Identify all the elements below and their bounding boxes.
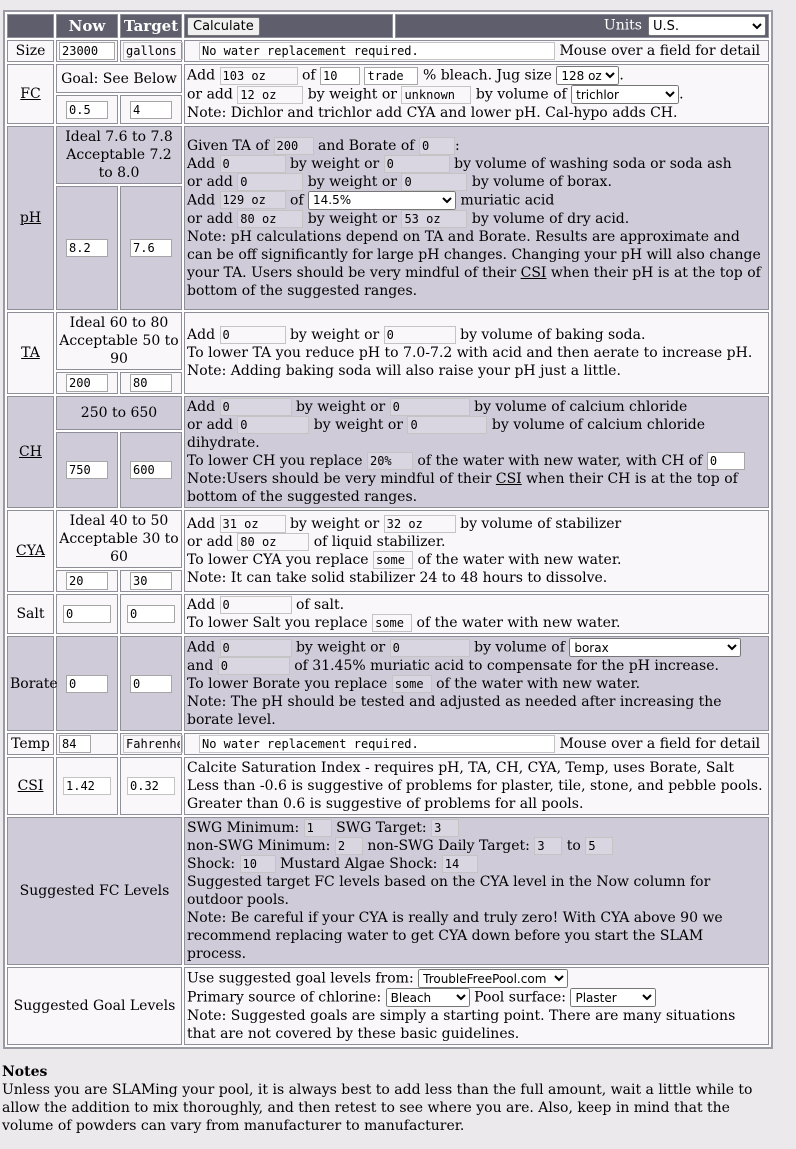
now-column-header: Now (56, 14, 118, 38)
salt-target-input[interactable] (127, 605, 175, 623)
size-unit-cell (120, 40, 182, 62)
size-value-cell (56, 40, 118, 62)
goal-source-line: Use suggested goal levels from: TroubleFreePool.com (187, 969, 766, 988)
salt-replace-amount (372, 614, 412, 632)
fc-chlor-line: or add 12 oz by weight or unknown by volume of trichlor . (187, 85, 766, 104)
temp-input[interactable] (59, 735, 91, 753)
goal-source-select[interactable] (418, 969, 568, 988)
notes-body: Unless you are SLAMing your pool, it is always best to add less than the full amount, wait a little while to allow the addition to mix thoroughly, and then retest to see where you are. Also, keep in mind that the volume of powders can vary from manufacturer to manufacturer. (2, 1082, 753, 1134)
borate-chem-select[interactable] (569, 638, 741, 657)
fc-row-1 (7, 64, 769, 93)
ph-now-input[interactable] (66, 239, 108, 257)
temp-label: Temp (7, 733, 54, 755)
ta-note: Note: Adding baking soda will also raise your pH just a little. (187, 363, 621, 379)
calculate-cell (184, 14, 393, 38)
ph-given-line: Given TA of 200 and Borate of 0 : (187, 137, 766, 155)
ta-now-cell (56, 372, 118, 394)
swg-line: SWG Minimum: 1 SWG Target: 3 (187, 819, 766, 837)
non-swg-daily-high (585, 837, 613, 855)
cya-lower-line: To lower CYA you replace some of the water with new water. (187, 551, 766, 569)
target-column-header: Target (120, 14, 182, 38)
ph-borax-weight (237, 173, 303, 191)
salt-now-input[interactable] (63, 605, 111, 623)
ta-soda-volume (384, 326, 456, 344)
cya-stabilizer-volume (384, 515, 456, 533)
borate-add-volume (390, 639, 470, 657)
ch-chloride-volume (390, 398, 470, 416)
ta-detail (184, 312, 769, 394)
borate-acid-line: and 0 of 31.45% muriatic acid to compensate for the pH increase. (187, 657, 766, 675)
borate-target-input[interactable] (130, 675, 172, 693)
fc-goal: Goal: See Below (56, 64, 182, 93)
salt-row (7, 594, 769, 634)
bleach-percent-input[interactable] (320, 67, 360, 85)
units-select[interactable] (648, 16, 766, 36)
borate-add-line: Add 0 by weight or 0 by volume of borax (187, 638, 766, 657)
ph-acid-amount (220, 191, 286, 209)
borate-detail (184, 636, 769, 731)
ch-dihydrate-line: or add 0 by weight or 0 by volume of calcium chloride dihydrate. (187, 416, 766, 452)
acid-strength-select[interactable] (308, 191, 456, 210)
suggested-fc-note-2: Note: Be careful if your CYA is really and truly zero! With CYA above 90 we recommend replacing water to get CYA down before you start the SLAM process. (187, 910, 723, 962)
cya-liquid-line: or add 80 oz of liquid stabilizer. (187, 533, 766, 551)
suggested-fc-label: Suggested FC Levels (7, 817, 182, 965)
ch-dihydrate-volume (407, 416, 487, 434)
fc-detail (184, 64, 769, 124)
ta-label[interactable]: TA (7, 312, 54, 394)
cya-stabilizer-line: Add 31 oz by weight or 32 oz by volume of stabilizer (187, 515, 766, 533)
bleach-trade-input[interactable] (364, 67, 418, 85)
fc-chlor-volume (401, 86, 471, 104)
ch-lower-line: To lower CH you replace 20% of the water with new water, with CH of 0 (187, 452, 766, 470)
size-hint: Mouse over a field for detail (559, 43, 761, 59)
fc-chlor-weight (237, 86, 303, 104)
fc-now-input[interactable] (66, 101, 108, 119)
ch-new-water-input[interactable] (707, 452, 745, 470)
fc-target-input[interactable] (130, 101, 172, 119)
ph-range: Ideal 7.6 to 7.8 Acceptable 7.2 to 8.0 (56, 126, 182, 184)
non-swg-minimum-value (335, 837, 363, 855)
csi-label[interactable]: CSI (7, 757, 54, 815)
ph-soda-weight (220, 155, 286, 173)
borate-lower-line: To lower Borate you replace some of the water with new water. (187, 675, 766, 693)
pool-size-unit (123, 42, 183, 60)
csi-line-2: Less than -0.6 is suggestive of problems for plaster, tile, stone, and pebble pools. (187, 778, 763, 794)
fc-note: Note: Dichlor and trichlor add CYA and lower pH. Cal-hypo adds CH. (187, 105, 678, 121)
suggested-goal-label: Suggested Goal Levels (7, 967, 182, 1045)
ch-chloride-line: Add 0 by weight or 0 by volume of calcium chloride (187, 398, 766, 416)
borate-replace-amount (392, 675, 432, 693)
csi-target-value (127, 777, 175, 795)
temp-unit-cell (120, 733, 182, 755)
ph-given-ta (274, 137, 314, 155)
salt-now-cell (56, 594, 118, 634)
non-swg-line: non-SWG Minimum: 2 non-SWG Daily Target: 3 to 5 (187, 837, 766, 855)
cya-replace-amount (373, 551, 413, 569)
csi-now-value (63, 777, 111, 795)
csi-target-cell (120, 757, 182, 815)
ch-range: 250 to 650 (56, 396, 182, 430)
ph-soda-line: Add 0 by weight or 0 by volume of washing soda or soda ash (187, 155, 766, 173)
salt-detail (184, 594, 769, 634)
cya-target-cell (120, 570, 182, 592)
mustard-shock-value (442, 855, 478, 873)
salt-target-cell (120, 594, 182, 634)
ph-label[interactable]: pH (7, 126, 54, 310)
ta-now-input[interactable] (66, 374, 108, 392)
csi-now-cell (56, 757, 118, 815)
units-label: Units (603, 17, 642, 34)
ph-given-borate (419, 137, 455, 155)
ph-target-cell (120, 186, 182, 310)
shock-line: Shock: 10 Mustard Algae Shock: 14 (187, 855, 766, 873)
notes-title: Notes (2, 1064, 48, 1080)
ph-borax-line: or add 0 by weight or 0 by volume of borax. (187, 173, 766, 191)
size-row (7, 40, 769, 62)
suggested-goal-note: Note: Suggested goals are simply a starting point. There are many situations that are not covered by these basic guidelines. (187, 1008, 736, 1042)
ph-dry-acid-weight (237, 210, 303, 228)
temp-water-replacement-message (199, 735, 555, 753)
ph-note-csi-link[interactable]: CSI (520, 264, 547, 281)
csi-row (7, 757, 769, 815)
borate-now-input[interactable] (66, 675, 108, 693)
ph-borax-volume (401, 173, 467, 191)
cya-detail (184, 510, 769, 592)
borate-note: Note: The pH should be tested and adjusted as needed after increasing the borate level. (187, 694, 722, 728)
size-water-replacement-message (199, 42, 555, 60)
suggested-goal-detail (184, 967, 769, 1045)
cya-stabilizer-weight (220, 515, 286, 533)
pool-surface-select[interactable] (570, 988, 656, 1007)
ta-target-cell (120, 372, 182, 394)
ta-soda-weight (220, 326, 286, 344)
ph-dry-acid-line: or add 80 oz by weight or 53 oz by volume of dry acid. (187, 210, 766, 228)
cya-range: Ideal 40 to 50 Acceptable 30 to 60 (56, 510, 182, 568)
suggested-fc-note-1: Suggested target FC levels based on the CYA level in the Now column for outdoor pools. (187, 874, 711, 908)
suggested-fc-detail (184, 817, 769, 965)
ta-row-1 (7, 312, 769, 370)
fc-bleach-amount (220, 67, 298, 85)
ch-target-input[interactable] (130, 461, 172, 479)
cya-row-1 (7, 510, 769, 568)
non-swg-daily-low (534, 837, 562, 855)
cya-now-input[interactable] (66, 572, 108, 590)
temp-hint: Mouse over a field for detail (559, 736, 761, 752)
borate-label: Borate (7, 636, 54, 731)
temp-row (7, 733, 769, 755)
ph-soda-volume (384, 155, 450, 173)
cya-target-input[interactable] (130, 572, 172, 590)
cya-liquid-amount (237, 533, 309, 551)
ch-target-cell (120, 432, 182, 508)
temp-value-cell (56, 733, 118, 755)
units-cell (395, 14, 769, 38)
fc-target-cell (120, 95, 182, 124)
swg-target-value (431, 819, 459, 837)
swg-minimum-value (304, 819, 332, 837)
ph-row-1 (7, 126, 769, 184)
header-row (7, 14, 769, 38)
pool-calculator-table (3, 10, 773, 1049)
ch-note-csi-link[interactable]: CSI (495, 471, 522, 487)
ph-acid-line: Add 129 oz of 14.5% muriatic acid (187, 191, 766, 210)
suggested-fc-row (7, 817, 769, 965)
ch-now-input[interactable] (66, 461, 108, 479)
ta-lower-line: To lower TA you reduce pH to 7.0-7.2 with acid and then aerate to increase pH. (187, 345, 753, 361)
borate-target-cell (120, 636, 182, 731)
cya-note: Note: It can take solid stabilizer 24 to 48 hours to dissolve. (187, 570, 608, 586)
ta-target-input[interactable] (130, 374, 172, 392)
csi-detail (184, 757, 769, 815)
borate-now-cell (56, 636, 118, 731)
ch-dihydrate-weight (237, 416, 309, 434)
ph-detail (184, 126, 769, 310)
csi-line-3: Greater than 0.6 is suggestive of problems for all pools. (187, 796, 584, 812)
ph-note: Note: pH calculations depend on TA and Borate. Results are approximate and can be off significantly for large pH changes. Changing your pH will also change your TA. Users should be very mindful of their CSI when their pH is at the top of bottom of the suggested ranges. (187, 228, 761, 299)
chlor-type-select[interactable] (571, 85, 679, 104)
size-label: Size (7, 40, 54, 62)
suggested-goal-row (7, 967, 769, 1045)
ta-range: Ideal 60 to 80 Acceptable 50 to 90 (56, 312, 182, 370)
salt-lower-line: To lower Salt you replace some of the water with new water. (187, 614, 766, 632)
ta-baking-soda-line: Add 0 by weight or 0 by volume of baking soda. (187, 326, 766, 344)
fc-label[interactable]: FC (7, 64, 54, 124)
ch-detail (184, 396, 769, 508)
ch-chloride-weight (220, 398, 292, 416)
csi-line-1: Calcite Saturation Index - requires pH, TA, CH, CYA, Temp, uses Borate, Salt (187, 760, 734, 776)
header-corner (7, 14, 54, 38)
fc-bleach-line: Add 103 oz of 10 trade % bleach. Jug size 128 oz . (187, 66, 766, 85)
cya-now-cell (56, 570, 118, 592)
ph-now-cell (56, 186, 118, 310)
ch-label[interactable]: CH (7, 396, 54, 508)
ph-dry-acid-volume (401, 210, 467, 228)
jug-size-select[interactable] (556, 66, 619, 85)
salt-label: Salt (7, 594, 54, 634)
pool-size-input[interactable] (59, 42, 115, 60)
temp-message-cell (184, 733, 769, 755)
ch-replace-percent (367, 452, 413, 470)
cya-label[interactable]: CYA (7, 510, 54, 592)
salt-add-amount (220, 596, 292, 614)
ch-now-cell (56, 432, 118, 508)
shock-value (240, 855, 276, 873)
borate-acid-amount (218, 657, 290, 675)
calculate-button[interactable]: Calculate (187, 17, 260, 36)
ch-note: Note:Users should be very mindful of their CSI when their CH is at the top of bottom of the suggested ranges. (187, 471, 738, 505)
salt-add-line: Add 0 of salt. (187, 596, 766, 614)
borate-add-weight (220, 639, 292, 657)
ph-target-input[interactable] (130, 239, 172, 257)
temp-unit (123, 735, 183, 753)
chlorine-surface-line: Primary source of chlorine: Bleach Pool surface: Plaster (187, 988, 766, 1007)
chlorine-source-select[interactable] (386, 988, 470, 1007)
notes-section (2, 1063, 782, 1135)
ch-row-1 (7, 396, 769, 430)
fc-now-cell (56, 95, 118, 124)
size-message-cell (184, 40, 769, 62)
borate-row (7, 636, 769, 731)
